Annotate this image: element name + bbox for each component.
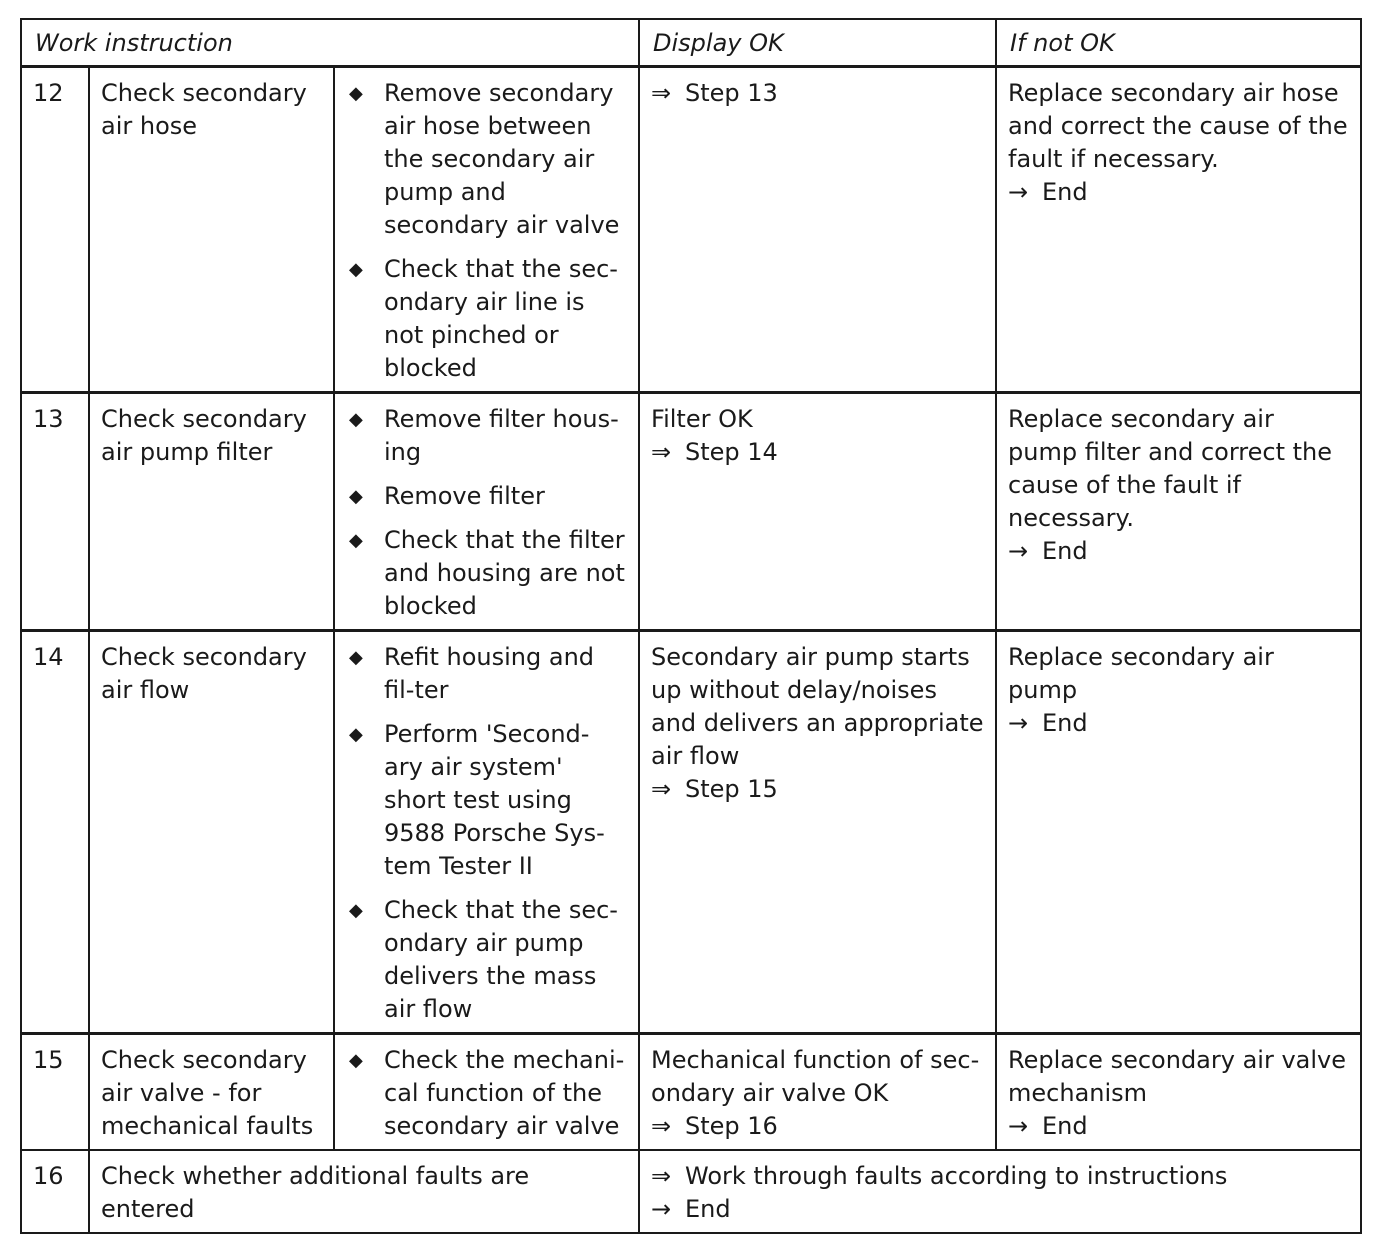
arrow-right-icon: → (1008, 709, 1029, 737)
arrow-right-icon: → (1008, 537, 1029, 565)
double-arrow-right-icon: ⇒ (651, 1112, 672, 1140)
action-item: ◆ Perform 'Second-ary air system' short test using 9588 Porsche Sys-tem Tester II (349, 720, 605, 880)
step-number: 16 (21, 1150, 89, 1233)
result-link: → End (1008, 707, 1350, 740)
if-not-ok-cell: Replace secondary air pump filter and correct the cause of the fault if necessary. → End (996, 393, 1361, 631)
table-header-row (21, 19, 1361, 67)
result-link: ⇒ Step 15 (651, 773, 985, 806)
action-item: ◆ Refit housing and fil-ter (349, 643, 595, 704)
result-link: ⇒ Step 14 (651, 436, 985, 469)
if-not-ok-cell: Replace secondary air hose and correct the cause of the fault if necessary. → End (996, 67, 1361, 393)
double-arrow-right-icon: ⇒ (651, 1162, 672, 1190)
double-arrow-right-icon: ⇒ (651, 775, 672, 803)
result-link: → End (1008, 1110, 1350, 1143)
diamond-bullet-icon: ◆ (349, 83, 363, 104)
action-list (346, 1044, 628, 1143)
step-title: Check secondary air valve - for mechanical faults (89, 1034, 334, 1151)
step-actions (334, 1034, 639, 1151)
diamond-bullet-icon: ◆ (349, 409, 363, 430)
diamond-bullet-icon: ◆ (349, 1050, 363, 1071)
action-item: ◆ Check that the filter and housing are not blocked (349, 526, 625, 620)
display-ok-cell (639, 67, 996, 393)
action-list (346, 77, 628, 385)
diamond-bullet-icon: ◆ (349, 724, 363, 745)
action-item: ◆ Check that the sec-ondary air line is not pinched or blocked (349, 255, 618, 382)
double-arrow-right-icon: ⇒ (651, 79, 672, 107)
header-work-instruction: Work instruction (21, 19, 639, 67)
display-ok-cell: Mechanical function of sec-ondary air valve OK ⇒ Step 16 (639, 1034, 996, 1151)
diamond-bullet-icon: ◆ (349, 900, 363, 921)
table-row (21, 1034, 1361, 1151)
diamond-bullet-icon: ◆ (349, 486, 363, 507)
table-row (21, 67, 1361, 393)
result-cell (639, 1150, 1361, 1233)
action-item: ◆ Check the mechani-cal function of the secondary air valve (349, 1046, 625, 1140)
table-row (21, 1150, 1361, 1233)
diamond-bullet-icon: ◆ (349, 259, 363, 280)
action-item: ◆ Remove filter (346, 480, 628, 513)
work-instruction-table (20, 18, 1362, 1234)
table-row (21, 631, 1361, 1034)
table-row (21, 393, 1361, 631)
arrow-right-icon: → (651, 1195, 672, 1223)
result-link: ⇒ Work through faults according to instructions (651, 1160, 1350, 1193)
action-item: ◆ Check that the sec-ondary air pump delivers the mass air flow (349, 896, 618, 1023)
double-arrow-right-icon: ⇒ (651, 438, 672, 466)
step-title: Check secondary air pump filter (89, 393, 334, 631)
header-display-ok: Display OK (639, 19, 996, 67)
step-title: Check secondary air flow (89, 631, 334, 1034)
header-if-not-ok: If not OK (996, 19, 1361, 67)
diamond-bullet-icon: ◆ (349, 647, 363, 668)
action-list (346, 403, 628, 623)
step-number: 14 (21, 631, 89, 1034)
step-number: 12 (21, 67, 89, 393)
action-item: ◆ Remove secondary air hose between the secondary air pump and secondary air valve (349, 79, 620, 239)
result-link: → End (1008, 535, 1350, 568)
arrow-right-icon: → (1008, 1112, 1029, 1140)
if-not-ok-cell: Replace secondary air pump → End (996, 631, 1361, 1034)
step-title: Check whether additional faults are entered (89, 1150, 639, 1233)
arrow-right-icon: → (1008, 178, 1029, 206)
step-actions (334, 393, 639, 631)
action-list (346, 641, 628, 1026)
step-title: Check secondary air hose (89, 67, 334, 393)
display-ok-cell: Filter OK ⇒ Step 14 (639, 393, 996, 631)
step-actions (334, 631, 639, 1034)
step-number: 15 (21, 1034, 89, 1151)
result-link: → End (1008, 176, 1350, 209)
action-item: ◆ Remove filter hous-ing (349, 405, 619, 466)
step-actions (334, 67, 639, 393)
display-ok-cell: Secondary air pump starts up without delay/noises and delivers an appropriate air flow ⇒ Step 15 (639, 631, 996, 1034)
result-link: ⇒ Step 16 (651, 1110, 985, 1143)
if-not-ok-cell: Replace secondary air valve mechanism → End (996, 1034, 1361, 1151)
result-link: → End (651, 1193, 1350, 1226)
result-link: ⇒ Step 13 (651, 77, 985, 110)
diamond-bullet-icon: ◆ (349, 530, 363, 551)
step-number: 13 (21, 393, 89, 631)
